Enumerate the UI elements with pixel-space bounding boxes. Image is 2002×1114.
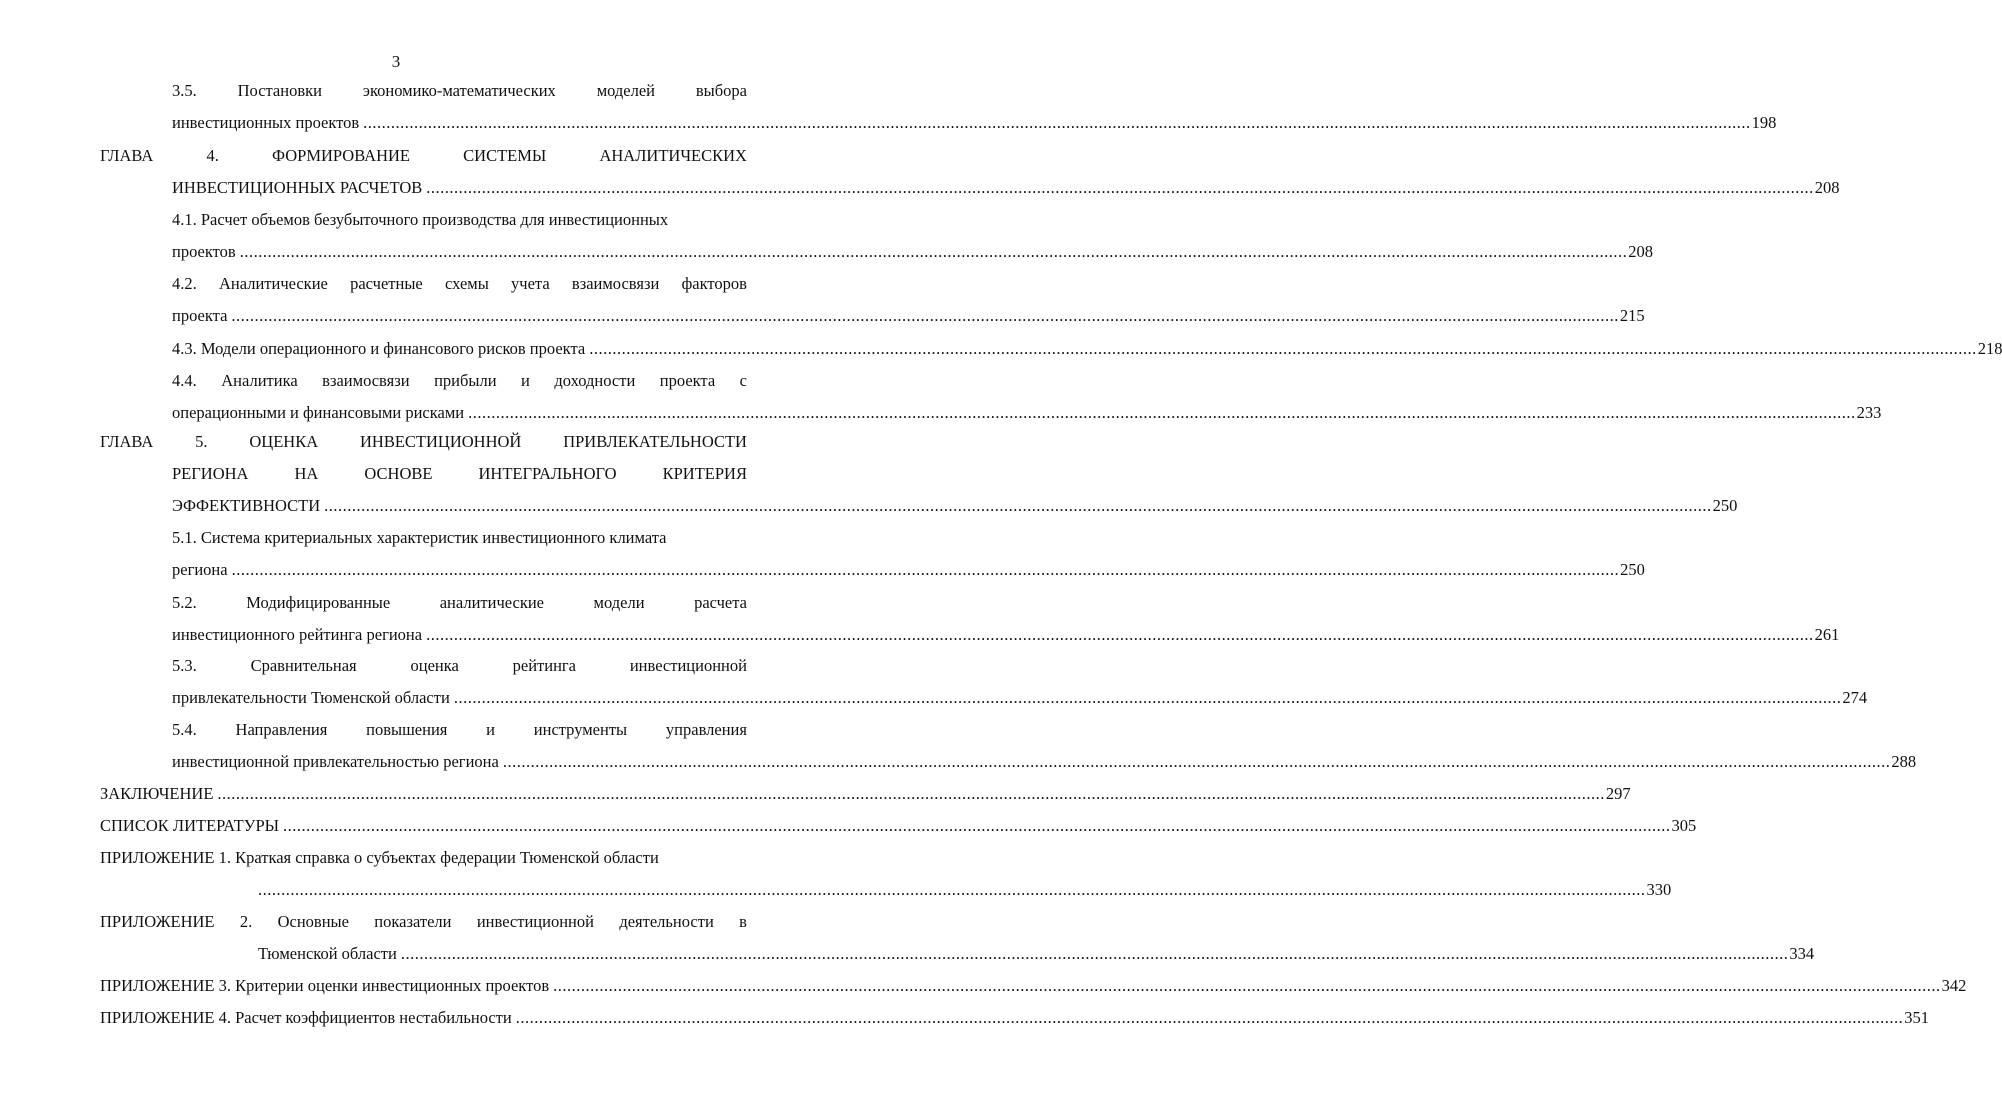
word: Аналитика: [221, 371, 298, 390]
toc-chapter-4-line1: [100, 140, 747, 172]
word: 2.: [239, 912, 253, 931]
word: ПРИВЛЕКАТЕЛЬНОСТИ: [563, 432, 747, 451]
toc-entry-3-5-line2: [172, 107, 1777, 139]
word: 3.5.: [172, 81, 197, 100]
word: экономико-математических: [362, 81, 556, 100]
word: расчета: [694, 593, 747, 612]
word: АНАЛИТИЧЕСКИХ: [599, 146, 747, 165]
dot-leader: ............................................................................................................................................................................................................................................................................................................: [400, 944, 1789, 963]
word: взаимосвязи: [571, 274, 660, 293]
word: деятельности: [619, 912, 714, 931]
word: ОЦЕНКА: [249, 432, 319, 451]
entry-title: 4.1. Расчет объемов безубыточного производства для инвестиционных: [172, 210, 669, 229]
toc-entry-4-1-line1: [172, 204, 747, 236]
toc-appendix-4: [100, 1002, 1929, 1034]
dot-leader: ............................................................................................................................................................................................................................................................................................................: [239, 242, 1628, 261]
page-ref: 330: [1646, 880, 1672, 899]
entry-title: проекта: [172, 306, 228, 325]
page-ref: 215: [1619, 306, 1645, 325]
dot-leader: ............................................................................................................................................................................................................................................................................................................: [217, 784, 1605, 803]
word: выбора: [695, 81, 747, 100]
word: 5.3.: [172, 656, 197, 675]
toc-entry-5-2-line2: [172, 619, 1840, 651]
toc-entry-5-4-line1: [172, 714, 747, 746]
entry-title: проектов: [172, 242, 236, 261]
word: моделей: [596, 81, 656, 100]
toc-literature: [100, 810, 1697, 842]
dot-leader: ............................................................................................................................................................................................................................................................................................................: [283, 816, 1671, 835]
word: 5.4.: [172, 720, 197, 739]
dot-leader: ............................................................................................................................................................................................................................................................................................................: [468, 403, 1856, 422]
entry-title: ИНВЕСТИЦИОННЫХ РАСЧЕТОВ: [172, 178, 423, 197]
page-ref: 208: [1628, 242, 1653, 261]
dot-leader: ............................................................................................................................................................................................................................................................................................................: [589, 339, 1977, 358]
entry-title: ЭФФЕКТИВНОСТИ: [172, 496, 321, 515]
dot-leader: ............................................................................................................................................................................................................................................................................................................: [515, 1008, 1904, 1027]
word: управления: [665, 720, 747, 739]
entry-title: 5.1. Система критериальных характеристик инвестиционного климата: [172, 528, 667, 547]
entry-title: ПРИЛОЖЕНИЕ 3. Критерии оценки инвестиционных проектов: [100, 976, 550, 995]
word: модели: [593, 593, 645, 612]
page-ref: 305: [1671, 816, 1697, 835]
entry-title: Тюменской области: [258, 944, 397, 963]
word: проекта: [659, 371, 716, 390]
toc-appendix-2-line1: [100, 906, 747, 938]
dot-leader: ............................................................................................................................................................................................................................................................................................................: [363, 113, 1751, 132]
entry-title: инвестиционного рейтинга региона: [172, 625, 423, 644]
toc-chapter-5-line3: [172, 490, 1738, 522]
word: 4.2.: [172, 274, 197, 293]
word: Аналитические: [219, 274, 328, 293]
word: доходности: [554, 371, 636, 390]
word: ПРИЛОЖЕНИЕ: [100, 912, 215, 931]
dot-leader: ............................................................................................................................................................................................................................................................................................................: [231, 560, 1620, 579]
page-ref: 288: [1891, 752, 1917, 771]
toc-entry-5-1-line1: [172, 522, 747, 554]
toc-entry-5-1-line2: [172, 554, 1645, 586]
word: НА: [294, 464, 319, 483]
dot-leader: ............................................................................................................................................................................................................................................................................................................: [426, 178, 1814, 197]
toc-entry-5-2-line1: [172, 587, 747, 619]
entry-title: операционными и финансовыми рисками: [172, 403, 465, 422]
toc-entry-4-1-line2: [172, 236, 1653, 268]
dot-leader: ............................................................................................................................................................................................................................................................................................................: [453, 688, 1842, 707]
entry-title: 4.3. Модели операционного и финансового рисков проекта: [172, 339, 586, 358]
page-ref: 274: [1842, 688, 1868, 707]
word: ИНТЕГРАЛЬНОГО: [478, 464, 617, 483]
page-ref: 261: [1814, 625, 1840, 644]
word: расчетные: [350, 274, 423, 293]
toc-entry-4-3: [172, 333, 2002, 365]
word: Модифицированные: [246, 593, 391, 612]
page-ref: 198: [1751, 113, 1777, 132]
page-ref: 351: [1904, 1008, 1929, 1027]
word: аналитические: [439, 593, 544, 612]
word: повышения: [366, 720, 448, 739]
dot-leader: ............................................................................................................................................................................................................................................................................................................: [324, 496, 1712, 515]
entry-title: инвестиционной привлекательностью региона: [172, 752, 499, 771]
word: 4.: [206, 146, 219, 165]
entry-title: инвестиционных проектов: [172, 113, 360, 132]
word: инвестиционной: [476, 912, 594, 931]
word: с: [739, 371, 747, 390]
dot-leader: ............................................................................................................................................................................................................................................................................................................: [426, 625, 1814, 644]
entry-title: СПИСОК ЛИТЕРАТУРЫ: [100, 816, 280, 835]
toc-entry-5-3-line1: [172, 650, 747, 682]
dot-leader: ............................................................................................................................................................................................................................................................................................................: [258, 880, 1646, 899]
dot-leader: ............................................................................................................................................................................................................................................................................................................: [553, 976, 1941, 995]
entry-title: ПРИЛОЖЕНИЕ 1. Краткая справка о субъектах федерации Тюменской области: [100, 848, 659, 867]
word: оценка: [410, 656, 459, 675]
word: и: [486, 720, 495, 739]
word: СИСТЕМЫ: [463, 146, 547, 165]
dot-leader: ............................................................................................................................................................................................................................................................................................................: [231, 306, 1619, 325]
page-ref: 218: [1977, 339, 2002, 358]
word: рейтинга: [512, 656, 577, 675]
toc-appendix-3: [100, 970, 1967, 1002]
word: показатели: [374, 912, 452, 931]
word: схемы: [445, 274, 489, 293]
word: инструменты: [533, 720, 628, 739]
page-ref: 297: [1605, 784, 1631, 803]
toc-chapter-5-line1: [100, 426, 747, 458]
toc-appendix-2-line2: [258, 938, 1815, 970]
word: ОСНОВЕ: [364, 464, 433, 483]
toc-conclusion: [100, 778, 1631, 810]
page-ref: 250: [1620, 560, 1645, 579]
word: взаимосвязи: [322, 371, 410, 390]
toc-chapter-4-line2: [172, 172, 1840, 204]
toc-entry-5-3-line2: [172, 682, 1868, 714]
word: Постановки: [237, 81, 322, 100]
toc-entry-4-2-line1: [172, 268, 747, 300]
page-ref: 233: [1856, 403, 1882, 422]
word: ГЛАВА: [100, 432, 154, 451]
toc-appendix-1-line2: [258, 874, 1672, 906]
dot-leader: ............................................................................................................................................................................................................................................................................................................: [502, 752, 1891, 771]
word: 5.: [195, 432, 208, 451]
toc-entry-5-4-line2: [172, 746, 1917, 778]
page-ref: 250: [1712, 496, 1738, 515]
page-number: 3: [391, 52, 401, 71]
word: 5.2.: [172, 593, 197, 612]
page-ref: 334: [1789, 944, 1815, 963]
word: Сравнительная: [250, 656, 357, 675]
word: ИНВЕСТИЦИОННОЙ: [360, 432, 522, 451]
word: Направления: [235, 720, 328, 739]
page-ref: 208: [1814, 178, 1840, 197]
word: ГЛАВА: [100, 146, 154, 165]
page-ref: 342: [1941, 976, 1967, 995]
word: КРИТЕРИЯ: [662, 464, 747, 483]
entry-title: ПРИЛОЖЕНИЕ 4. Расчет коэффициентов нестабильности: [100, 1008, 512, 1027]
word: прибыли: [434, 371, 497, 390]
word: РЕГИОНА: [172, 464, 249, 483]
word: инвестиционной: [629, 656, 747, 675]
word: и: [521, 371, 530, 390]
entry-title: региона: [172, 560, 228, 579]
toc-entry-3-5-line1: [172, 75, 747, 107]
entry-title: ЗАКЛЮЧЕНИЕ: [100, 784, 214, 803]
toc-appendix-1-line1: [100, 842, 747, 874]
toc-entry-4-4-line2: [172, 397, 1882, 429]
word: в: [739, 912, 747, 931]
toc-entry-4-2-line2: [172, 300, 1645, 332]
word: ФОРМИРОВАНИЕ: [271, 146, 410, 165]
word: Основные: [277, 912, 349, 931]
word: 4.4.: [172, 371, 197, 390]
toc-chapter-5-line2: [172, 458, 747, 490]
toc-entry-4-4-line1: [172, 365, 747, 397]
word: учета: [511, 274, 550, 293]
word: факторов: [681, 274, 747, 293]
entry-title: привлекательности Тюменской области: [172, 688, 450, 707]
